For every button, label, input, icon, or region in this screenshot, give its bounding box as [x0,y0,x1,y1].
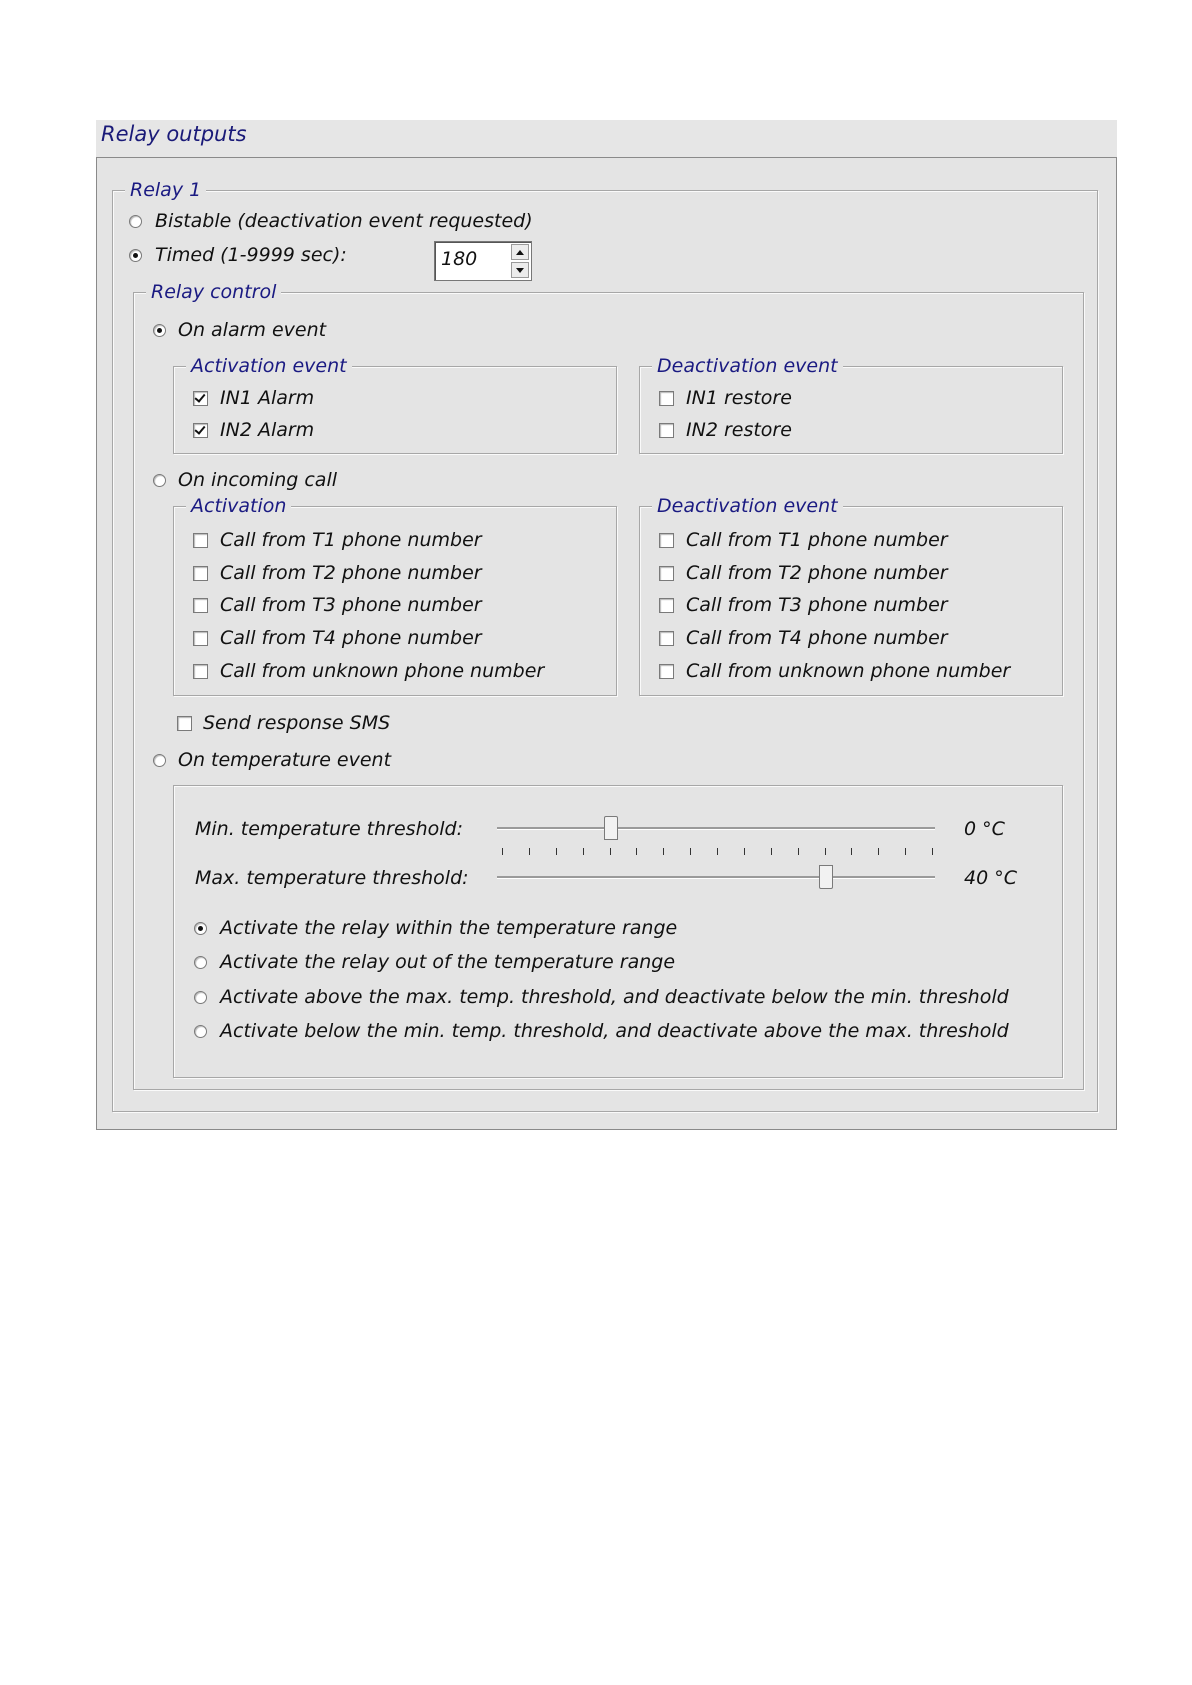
call-deact-unknown-checkbox[interactable] [659,664,674,679]
in2-alarm-label: IN2 Alarm [220,419,315,441]
slider-tick [502,848,503,855]
min-threshold-value: 0 °C [964,818,1005,840]
timed-radio[interactable] [129,249,142,262]
in1-restore-label: IN1 restore [686,387,792,409]
slider-tick [851,848,852,855]
temp-option-out-label: Activate the relay out of the temperature range [220,951,676,973]
max-threshold-label: Max. temperature threshold: [195,867,469,889]
slider-tick [825,848,826,855]
slider-tick [583,848,584,855]
call-deact-t1-label: Call from T1 phone number [686,529,948,551]
call-deact-t3-checkbox[interactable] [659,598,674,613]
temp-option-below-min-label: Activate below the min. temp. threshold, and deactivate above the max. threshold [220,1020,1009,1042]
call-deact-t4-label: Call from T4 phone number [686,627,948,649]
alarm-deactivation-legend: Deactivation event [652,354,843,378]
temp-option-below-min-radio[interactable] [194,1025,207,1038]
slider-tick [932,848,933,855]
send-sms-checkbox[interactable] [177,716,192,731]
slider-tick [771,848,772,855]
call-act-t2-label: Call from T2 phone number [220,562,482,584]
call-act-t1-label: Call from T1 phone number [220,529,482,551]
on-call-radio[interactable] [153,474,166,487]
slider-tick [798,848,799,855]
in1-alarm-label: IN1 Alarm [220,387,315,409]
bistable-label: Bistable (deactivation event requested) [155,210,533,232]
on-alarm-label: On alarm event [178,319,327,341]
call-act-unknown-label: Call from unknown phone number [220,660,545,682]
bistable-radio[interactable] [129,215,142,228]
min-threshold-label: Min. temperature threshold: [195,818,463,840]
call-deact-t4-checkbox[interactable] [659,631,674,646]
in2-alarm-checkbox[interactable] [193,423,208,438]
relay-1-legend: Relay 1 [125,178,206,202]
max-threshold-value: 40 °C [964,867,1017,889]
in2-restore-checkbox[interactable] [659,423,674,438]
temp-option-within-label: Activate the relay within the temperature range [220,917,678,939]
timed-seconds-value[interactable]: 180 [441,248,478,270]
slider-tick [529,848,530,855]
max-threshold-track [497,876,935,879]
call-deact-t2-label: Call from T2 phone number [686,562,948,584]
slider-tick [878,848,879,855]
call-act-t2-checkbox[interactable] [193,566,208,581]
in1-restore-checkbox[interactable] [659,391,674,406]
slider-tick [610,848,611,855]
call-deactivation-legend: Deactivation event [652,494,843,518]
call-activation-legend: Activation [186,494,291,518]
call-deact-t2-checkbox[interactable] [659,566,674,581]
in1-alarm-checkbox[interactable] [193,391,208,406]
call-deact-unknown-label: Call from unknown phone number [686,660,1011,682]
on-temperature-radio[interactable] [153,754,166,767]
slider-tick [744,848,745,855]
stepper-down-icon[interactable] [511,262,529,278]
call-act-t4-label: Call from T4 phone number [220,627,482,649]
on-call-label: On incoming call [178,469,338,491]
call-act-t1-checkbox[interactable] [193,533,208,548]
in2-restore-label: IN2 restore [686,419,792,441]
slider-tick [717,848,718,855]
slider-tick [690,848,691,855]
temp-option-out-radio[interactable] [194,956,207,969]
temp-option-above-max-radio[interactable] [194,991,207,1004]
min-threshold-track [497,827,935,830]
send-sms-label: Send response SMS [203,712,391,734]
on-temperature-label: On temperature event [178,749,392,771]
slider-tick [556,848,557,855]
temp-option-above-max-label: Activate above the max. temp. threshold, and deactivate below the min. threshold [220,986,1009,1008]
stepper-up-icon[interactable] [511,244,529,260]
call-act-t4-checkbox[interactable] [193,631,208,646]
call-act-t3-checkbox[interactable] [193,598,208,613]
relay-control-legend: Relay control [146,280,281,304]
alarm-activation-legend: Activation event [186,354,352,378]
call-act-t3-label: Call from T3 phone number [220,594,482,616]
timed-seconds-stepper[interactable] [434,241,532,281]
call-deact-t3-label: Call from T3 phone number [686,594,948,616]
call-act-unknown-checkbox[interactable] [193,664,208,679]
title-bar [96,120,1117,157]
on-alarm-radio[interactable] [153,324,166,337]
window-title: Relay outputs [101,122,247,146]
min-threshold-slider[interactable] [604,816,618,840]
temp-option-within-radio[interactable] [194,922,207,935]
slider-tick [905,848,906,855]
slider-tick [636,848,637,855]
timed-label: Timed (1-9999 sec): [155,244,347,266]
call-deact-t1-checkbox[interactable] [659,533,674,548]
slider-tick [663,848,664,855]
max-threshold-slider[interactable] [819,865,833,889]
